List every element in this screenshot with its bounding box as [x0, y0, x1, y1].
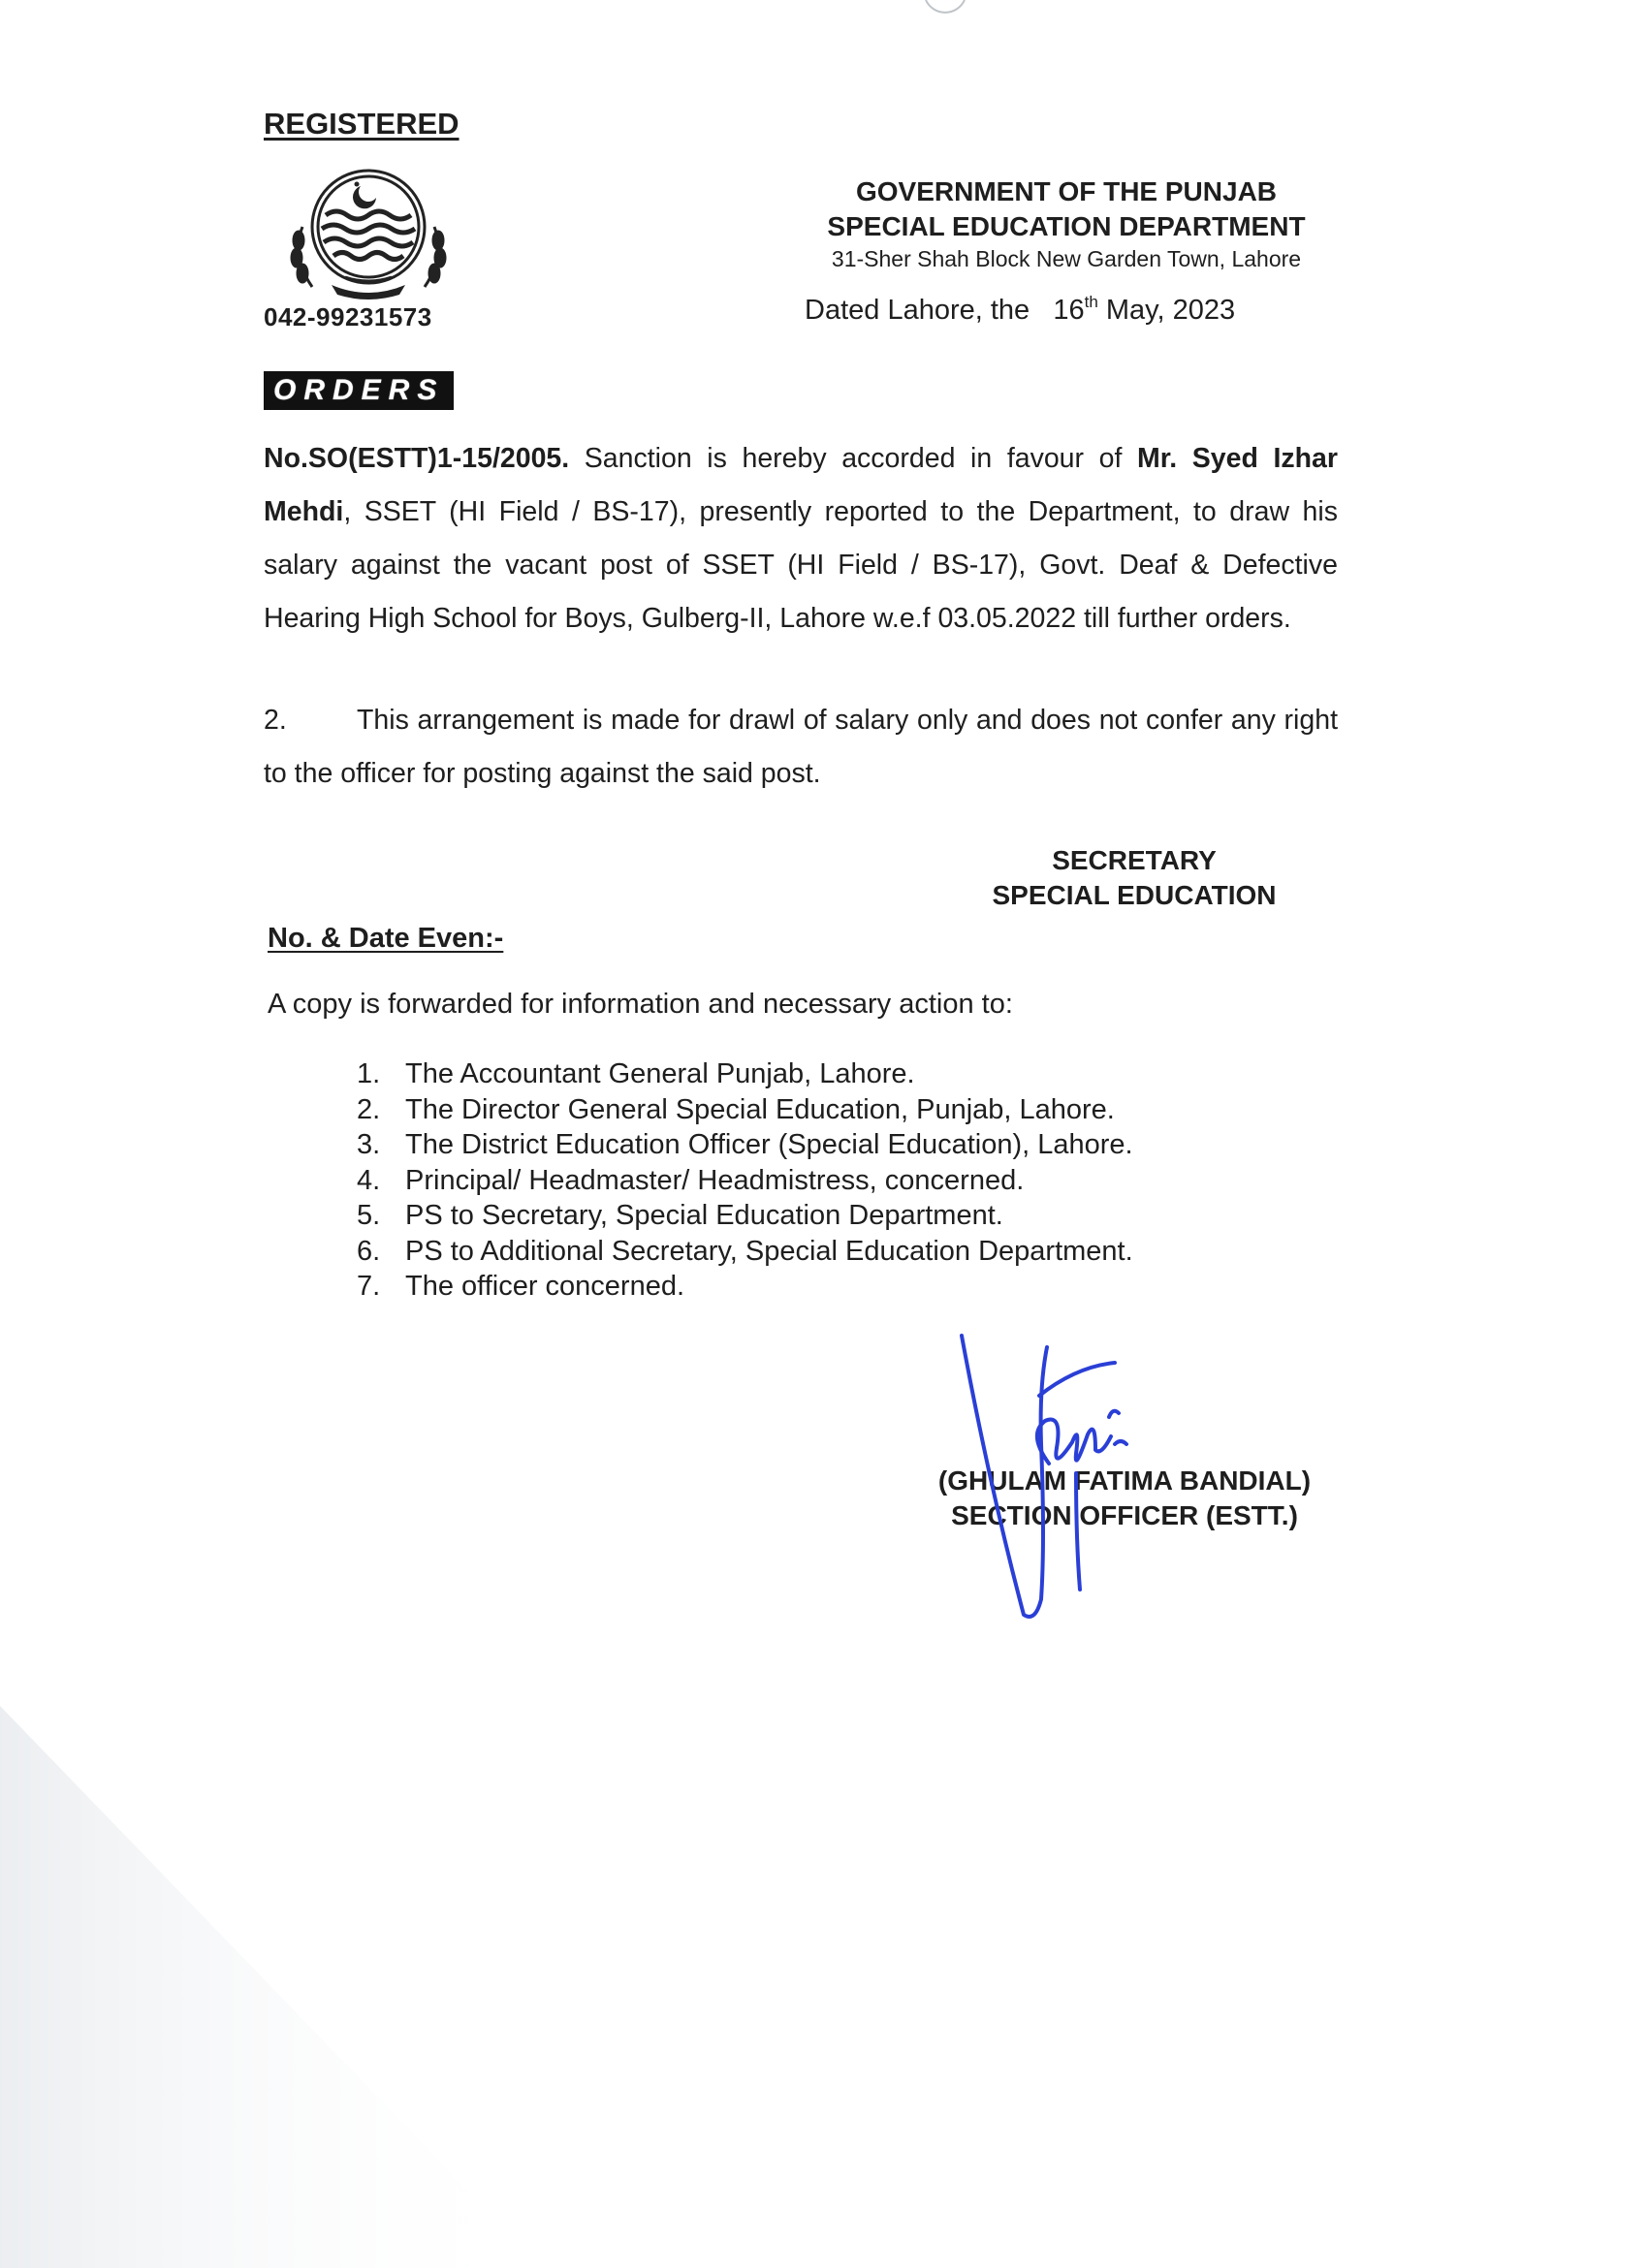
- date-rest: May, 2023: [1105, 295, 1236, 326]
- registered-label: REGISTERED: [264, 107, 460, 141]
- paragraph-number: 2.: [264, 705, 287, 736]
- signatory-name: (GHULAM FATIMA BANDIAL): [937, 1465, 1312, 1496]
- handwritten-signature: [931, 1328, 1192, 1628]
- list-item: 7. The officer concerned.: [357, 1271, 685, 1302]
- copy-recipient-list: [357, 1056, 1133, 1305]
- secretary-block: [940, 843, 1328, 913]
- list-item: 3. The District Education Officer (Special Education), Lahore.: [357, 1129, 1133, 1160]
- government-title: GOVERNMENT OF THE PUNJAB: [855, 176, 1278, 206]
- order-number: No.SO(ESTT)1-15/2005.: [264, 443, 570, 474]
- date-prefix: Dated Lahore, the: [805, 295, 1030, 326]
- orders-label: ORDERS: [273, 374, 445, 406]
- order-paragraph-2: [264, 694, 1338, 801]
- date-suffix: th: [1084, 293, 1098, 311]
- secretary-department: SPECIAL EDUCATION: [992, 880, 1277, 910]
- order-person: Mr. Syed Izhar Mehdi: [264, 443, 1338, 527]
- copy-intro: A copy is forwarded for information and necessary action to:: [268, 989, 1013, 1020]
- list-item: 4. Principal/ Headmaster/ Headmistress, concerned.: [357, 1164, 1025, 1196]
- orders-banner: [264, 371, 454, 410]
- date-line: [805, 293, 1235, 327]
- phone-number: 042-99231573: [264, 302, 432, 331]
- list-item: 6. PS to Additional Secretary, Special Education Department.: [357, 1235, 1133, 1267]
- list-item: 2. The Director General Special Education, Punjab, Lahore.: [357, 1093, 1115, 1125]
- date-day: 16: [1053, 295, 1085, 326]
- no-date-even: No. & Date Even:-: [268, 923, 504, 954]
- order-text-a: Sanction is hereby accorded in favour of: [569, 443, 1137, 474]
- order-paragraph-1: [264, 432, 1338, 646]
- department-address: 31-Sher Shah Block New Garden Town, Lahore: [831, 246, 1302, 271]
- punjab-emblem-icon: [275, 159, 461, 304]
- letterhead: [756, 174, 1377, 273]
- paragraph-2-text: This arrangement is made for drawl of salary only and does not confer any right to the officer for posting against the said post.: [264, 705, 1338, 789]
- list-item: 1. The Accountant General Punjab, Lahore.: [357, 1058, 915, 1089]
- secretary-title: SECRETARY: [1052, 845, 1217, 875]
- department-title: SPECIAL EDUCATION DEPARTMENT: [827, 211, 1306, 241]
- order-text-b: , SSET (HI Field / BS-17), presently reported to the Department, to draw his salary against the vacant post of SSET (HI Field / BS-17), Govt. Deaf & Defective Hearing High School for Boys, Gulberg-II, Lahore w.e.f 03.05.2022 till further orders.: [264, 496, 1338, 634]
- signatory-title: SECTION OFFICER (ESTT.): [951, 1500, 1298, 1530]
- list-item: 5. PS to Secretary, Special Education Department.: [357, 1200, 1003, 1231]
